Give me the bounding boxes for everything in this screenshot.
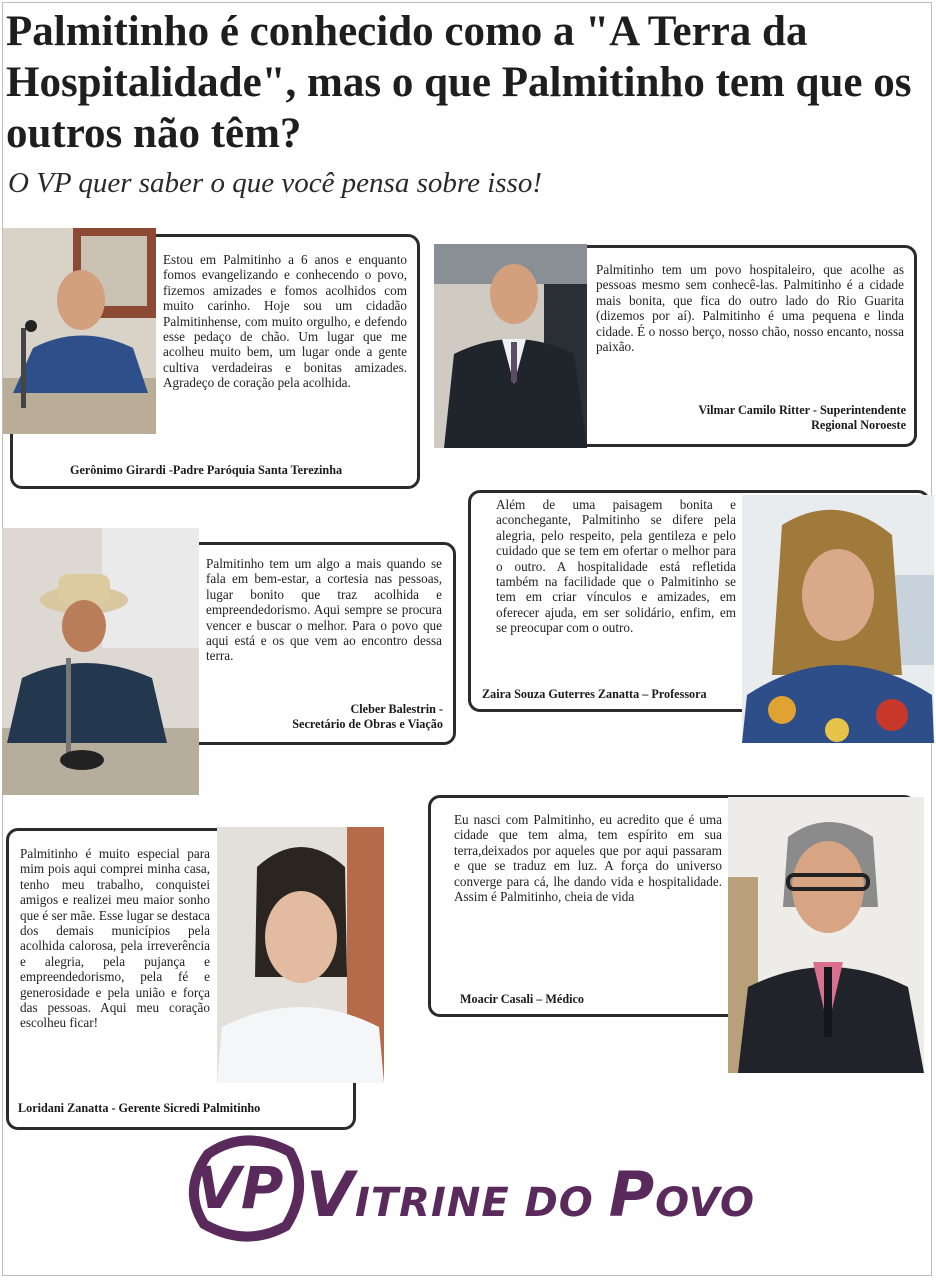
vitrine-do-povo-logo — [186, 1132, 756, 1244]
photo-cleber — [2, 528, 199, 795]
quote-loridani: Palmitinho é muito especial para mim pois aqui comprei minha casa, tenho meu trabalho, conquistei amigos e realizei meu maior sonho que é ser mãe. Esse lugar se destaca dos demais municípios pela acolhida calorosa, pela irreverência e alegria, pela pujança e empreendedorismo, pela fé e generosidade e pela união e força das pessoas. Aqui meu coração escolheu ficar! — [20, 846, 210, 1031]
signature-vilmar-line1: Vilmar Camilo Ritter - Superintendente — [698, 403, 906, 417]
signature-loridani: Loridani Zanatta - Gerente Sicredi Palmitinho — [18, 1101, 261, 1115]
vp-monogram-logo — [186, 1132, 306, 1244]
signature-geronimo: Gerônimo Girardi -Padre Paróquia Santa Terezinha — [70, 463, 343, 477]
logo-wordmark: VITRINE DO POVO — [306, 1158, 755, 1231]
quote-moacir: Eu nasci com Palmitinho, eu acredito que é uma cidade que tem alma, tem espírito em sua terra,deixados por aqueles que por aqui passaram e que se traduz em luz. A força do universo converge para cá, lhe dando vida e hospitalidade. Assim é Palmitinho, cheia de vida — [454, 812, 722, 905]
signature-moacir: Moacir Casali – Médico — [460, 992, 584, 1006]
svg-text:VP: VP — [196, 1154, 284, 1222]
photo-zaira — [742, 495, 934, 743]
signature-zaira: Zaira Souza Guterres Zanatta – Professora — [482, 687, 707, 701]
signature-vilmar-line2: Regional Noroeste — [811, 418, 906, 432]
quote-geronimo: Estou em Palmitinho a 6 anos e enquanto fomos evangelizando e conhecendo o povo, fizemos amizades e fomos acolhidos com muito carinho. Hoje sou um cidadão Palmitinhense, com muito orgulho, e defendo esse pedaço de chão. Um lugar que me acolheu muito bem, um lugar onde a gente cultiva verdadeiras e bonitas amizades. Agradeço de coração pela acolhida. — [163, 252, 407, 391]
quote-cleber: Palmitinho tem um algo a mais quando se fala em bem-estar, a cortesia nas pessoas, lugar bonito que traz acolhida e empreendedorismo. Aqui sempre se procura vencer e buscar o melhor. Para o povo que aqui está e os que vem ao encontro dessa terra. — [206, 556, 442, 664]
quote-zaira: Além de uma paisagem bonita e aconchegante, Palmitinho se difere pela alegria, pelo respeito, pela gentileza e pelo cuidado que se tem em ofertar o melhor para o outro. A hospitalidade está refletida também na facilidade que o Palmitinho se tem em criar vínculos e amizades, em oferecer ajuda, em ser solidário, enfim, em se preocupar com o outro. — [496, 497, 736, 636]
photo-moacir — [728, 797, 924, 1073]
signature-cleber-line2: Secretário de Obras e Viação — [292, 717, 443, 731]
subheadline: O VP quer saber o que você pensa sobre isso! — [8, 167, 542, 199]
quote-vilmar: Palmitinho tem um povo hospitaleiro, que acolhe as pessoas mesmo sem conhecê-las. Palmitinho é a cidade mais bonita, que fica do outro lado do Rio Guarita (dizemos por aí). Palmitinho é uma pequena e linda cidade. É o nosso berço, nosso chão, nosso encanto, nossa paixão. — [596, 262, 904, 355]
photo-loridani — [217, 827, 384, 1083]
signature-cleber-line1: Cleber Balestrin - — [350, 702, 443, 716]
photo-vilmar — [434, 244, 587, 448]
headline: Palmitinho é conhecido como a "A Terra da Hospitalidade", mas o que Palmitinho tem que os outros não têm? — [6, 8, 912, 157]
photo-geronimo — [3, 228, 156, 434]
